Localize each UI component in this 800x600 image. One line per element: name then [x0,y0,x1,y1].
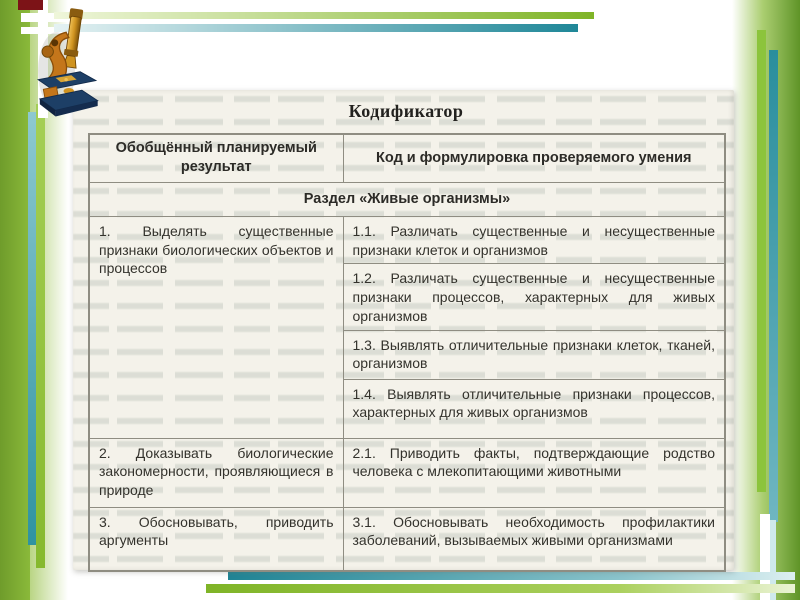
bottom-green-bar [206,584,795,593]
table-row [89,438,725,507]
skill-cell-1-4: 1.4. Выявлять отличительные признаки процессов, характерных для живых организмов [343,379,725,438]
right-green-band [732,0,800,600]
result-cell-1: 1. Выделять существенные признаки биологических объектов и процессов [89,216,343,438]
top-teal-bar [54,24,578,32]
scanned-page [73,90,734,570]
result-cell-2: 2. Доказывать биологические закономерности, проявляющиеся в природе [89,438,343,507]
column-header-result: Обобщённый планируемый результат [89,134,343,182]
codifier-table [88,133,726,572]
skill-cell-1-2: 1.2. Различать существенные и несущественные признаки процессов, характерных для живых организмов [343,264,725,330]
right-teal-accent-bar [769,50,778,522]
right-green-accent-bar [757,30,766,492]
skill-cell-2-1: 2.1. Приводить факты, подтверждающие родство человека с млекопитающими животными [343,438,725,507]
table-row [89,507,725,571]
bottom-teal-bar [228,572,795,580]
skill-cell-1-3: 1.3. Выявлять отличительные признаки клеток, тканей, организмов [343,330,725,379]
top-green-bar [54,12,594,19]
skill-cell-1-1: 1.1. Различать существенные и несущественные признаки клеток и организмов [343,216,725,264]
left-teal-stripe [28,112,36,545]
skill-cell-3-1: 3.1. Обосновывать необходимость профилактики заболеваний, вызываемых живыми организмами [343,507,725,571]
page-title: Кодификатор [348,101,464,121]
column-header-skill: Код и формулировка проверяемого умения [343,134,725,182]
microscope-icon [26,6,108,120]
section-header-row [89,182,725,216]
table-row [89,216,725,264]
section-header-cell: Раздел «Живые организмы» [89,182,725,216]
result-cell-3: 3. Обосновывать, приводить аргументы [89,507,343,571]
left-green-stripe [36,104,45,568]
table-header-row [89,134,725,182]
